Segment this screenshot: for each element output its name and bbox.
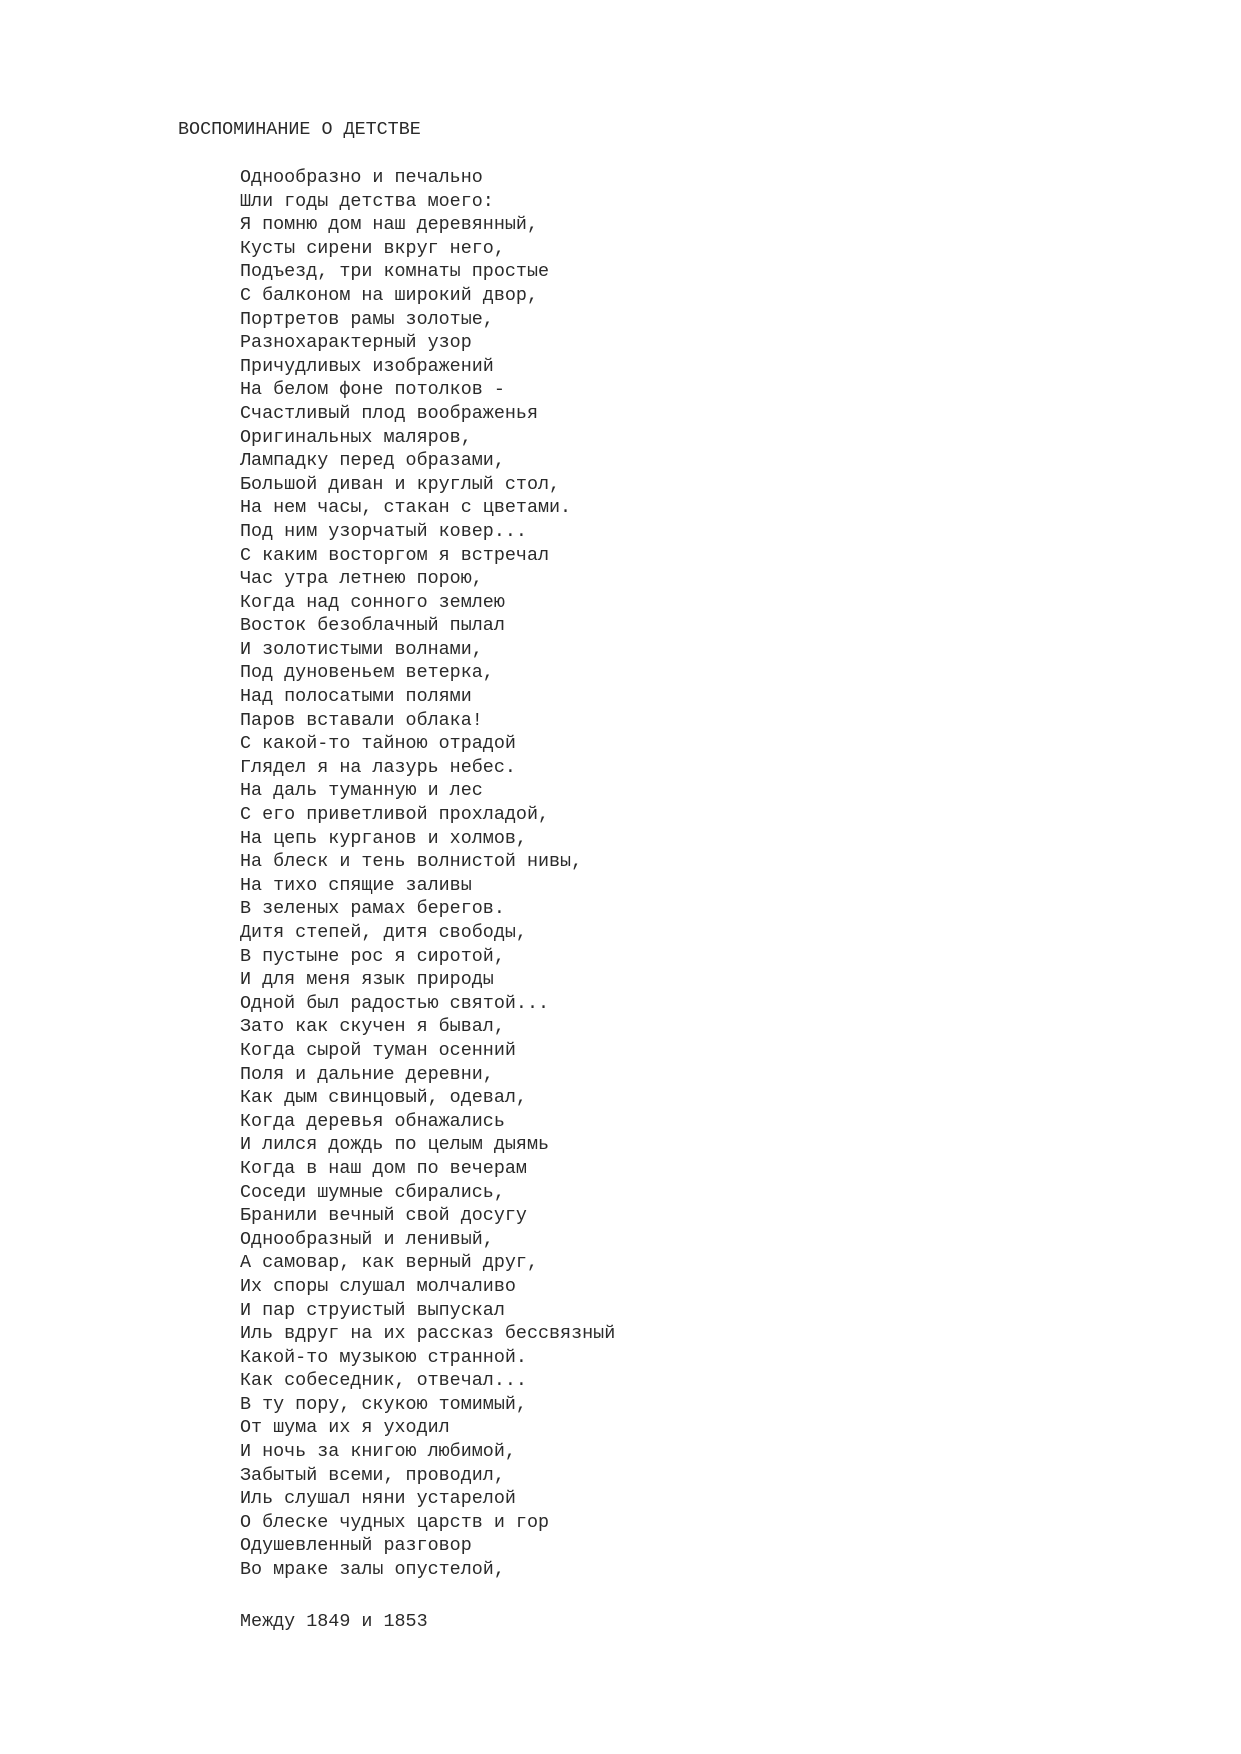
poem-line: С каким восторгом я встречал bbox=[240, 544, 550, 566]
poem-line: В пустыне рос я сиротой, bbox=[240, 945, 505, 967]
poem-line: Их споры слушал молчаливо bbox=[240, 1275, 516, 1297]
poem-line: Паров вставали облака! bbox=[240, 709, 483, 731]
poem-line: Подъезд, три комнаты простые bbox=[240, 261, 550, 283]
poem-line: Дитя степей, дитя свободы, bbox=[240, 922, 527, 943]
poem-line: И лился дождь по целым дыямь bbox=[240, 1134, 550, 1156]
poem-line: Час утра летнею порою, bbox=[240, 568, 483, 590]
poem-line: Восток безоблачный пылал bbox=[240, 615, 505, 637]
poem-line: Во мраке залы опустелой, bbox=[240, 1559, 505, 1581]
poem-line: Лампадку перед образами, bbox=[240, 450, 505, 472]
poem-line: О блеске чудных царств и гор bbox=[240, 1511, 550, 1533]
poem-line: И пар струистый выпускал bbox=[240, 1299, 505, 1321]
poem-line: И ночь за книгою любимой, bbox=[240, 1441, 516, 1463]
poem-line: Причудливых изображений bbox=[240, 355, 494, 377]
poem-line: Поля и дальние деревни, bbox=[240, 1063, 494, 1085]
poem-line: Оригинальных маляров, bbox=[240, 426, 472, 448]
poem-line: Забытый всеми, проводил, bbox=[240, 1464, 505, 1486]
poem-line: Кусты сирени вкруг него, bbox=[240, 237, 505, 259]
poem-line: Однообразный и ленивый, bbox=[240, 1228, 494, 1250]
poem-body bbox=[240, 166, 615, 1582]
poem-line: Над полосатыми полями bbox=[240, 686, 472, 708]
poem-line: От шума их я уходил bbox=[240, 1417, 450, 1439]
poem-line: Под дуновеньем ветерка, bbox=[240, 662, 494, 684]
poem-line: На тихо спящие заливы bbox=[240, 874, 472, 896]
poem-line: Когда над сонного землею bbox=[240, 591, 505, 613]
poem-line: Иль вдруг на их рассказ бессвязный bbox=[240, 1323, 616, 1345]
poem-line: С его приветливой прохладой, bbox=[240, 804, 550, 826]
poem-line: Я помню дом наш деревянный, bbox=[240, 214, 538, 236]
poem-line: Шли годы детства моего: bbox=[240, 190, 494, 212]
poem-line: В зеленых рамах берегов. bbox=[240, 898, 505, 920]
poem-line: С балконом на широкий двор, bbox=[240, 284, 538, 306]
poem-line: И золотистыми волнами, bbox=[240, 638, 483, 660]
poem-line: В ту пору, скукою томимый, bbox=[240, 1393, 527, 1415]
poem-line: И для меня язык природы bbox=[240, 969, 494, 991]
poem-line: Бранили вечный свой досугу bbox=[240, 1205, 527, 1227]
poem-line: Однообразно и печально bbox=[240, 167, 483, 188]
poem-line: Большой диван и круглый стол, bbox=[240, 473, 561, 495]
poem-line: Разнохарактерный узор bbox=[240, 332, 472, 354]
poem-line: Соседи шумные сбирались, bbox=[240, 1181, 505, 1203]
poem-line: Когда сырой туман осенний bbox=[240, 1039, 516, 1061]
poem-line: Портретов рамы золотые, bbox=[240, 308, 494, 330]
poem-title: ВОСПОМИНАНИЕ О ДЕТСТВЕ bbox=[178, 119, 421, 140]
poem-line: На белом фоне потолков - bbox=[240, 379, 505, 401]
poem-line: Под ним узорчатый ковер... bbox=[240, 520, 527, 542]
poem-line: Одной был радостью святой... bbox=[240, 992, 550, 1014]
poem-line: Как собеседник, отвечал... bbox=[240, 1370, 527, 1392]
poem-line: На блеск и тень волнистой нивы, bbox=[240, 851, 583, 873]
poem-line: Какой-то музыкою странной. bbox=[240, 1346, 527, 1368]
poem-date: Между 1849 и 1853 bbox=[240, 1611, 428, 1632]
poem-line: Одушевленный разговор bbox=[240, 1535, 472, 1557]
poem-line: Счастливый плод воображенья bbox=[240, 402, 538, 424]
poem-line: Когда в наш дом по вечерам bbox=[240, 1157, 527, 1179]
poem-line: Как дым свинцовый, одевал, bbox=[240, 1087, 527, 1109]
poem-line: На даль туманную и лес bbox=[240, 780, 483, 802]
poem-line: Зато как скучен я бывал, bbox=[240, 1016, 505, 1038]
poem-line: Когда деревья обнажались bbox=[240, 1110, 505, 1132]
poem-line: На цепь курганов и холмов, bbox=[240, 827, 527, 849]
poem-line: Иль слушал няни устарелой bbox=[240, 1488, 516, 1510]
poem-line: А самовар, как верный друг, bbox=[240, 1252, 538, 1274]
poem-line: С какой-то тайною отрадой bbox=[240, 733, 516, 755]
poem-line: Глядел я на лазурь небес. bbox=[240, 756, 516, 778]
poem-line: На нем часы, стакан с цветами. bbox=[240, 497, 572, 519]
